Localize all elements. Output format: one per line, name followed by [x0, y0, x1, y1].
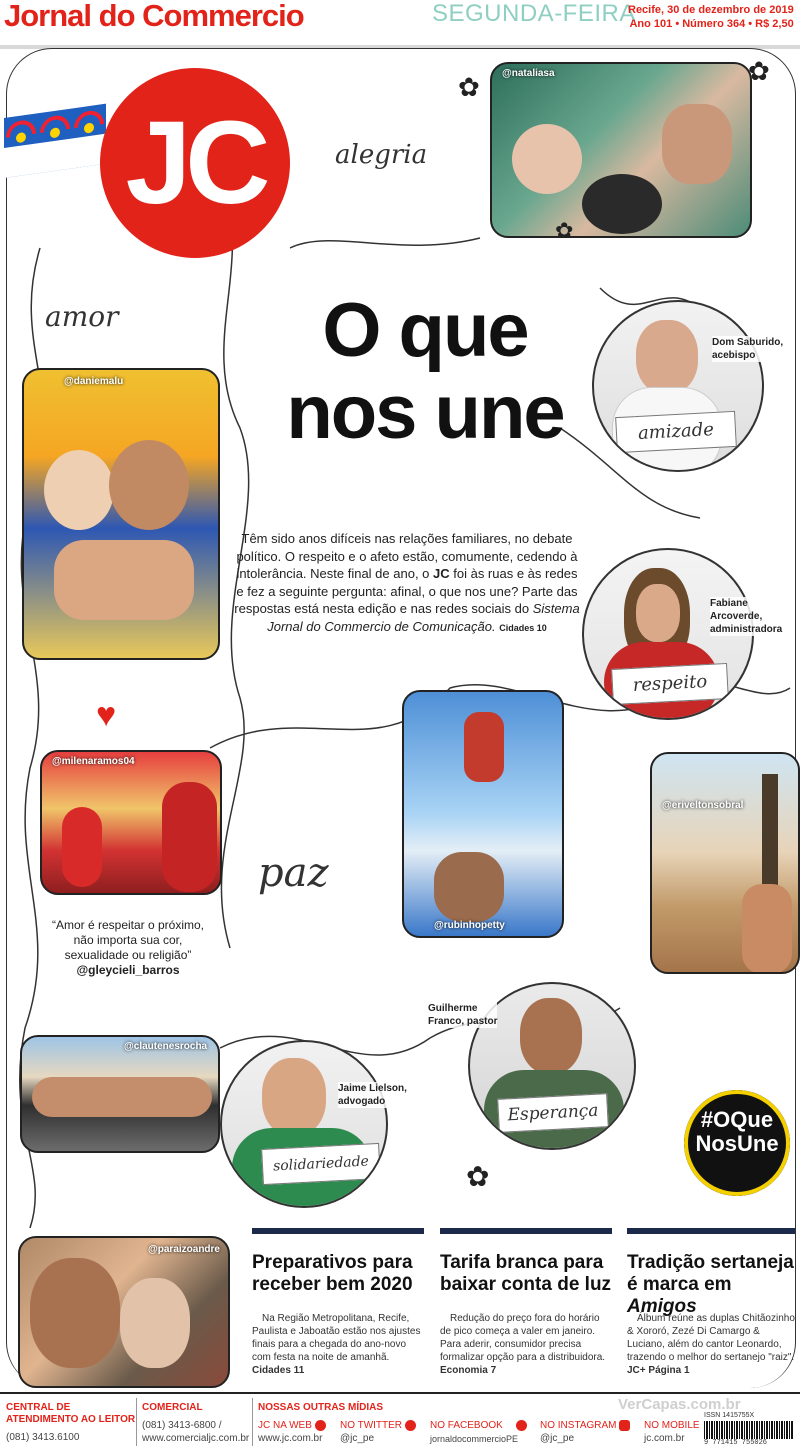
footer-twitter-value[interactable]: @jc_pe: [340, 1433, 375, 1444]
caption-line: Arcoverde,: [710, 611, 763, 622]
weekday: SEGUNDA-FEIRA: [432, 0, 636, 27]
sign-respeito: respeito: [611, 663, 729, 705]
story-3-body: [627, 1312, 797, 1377]
main-headline: [240, 290, 610, 454]
sign-esperanca: Esperança: [497, 1093, 609, 1133]
photo-eriveltonsobral: [650, 752, 800, 974]
instagram-label-text: NO INSTAGRAM: [540, 1420, 617, 1432]
headline-line1: O que: [322, 288, 528, 373]
footer-mobile-label: NO MOBILE: [644, 1420, 700, 1431]
twitter-label-text: NO TWITTER: [340, 1420, 403, 1432]
caption-jaime: [338, 1082, 407, 1108]
edition-info: [628, 3, 794, 31]
headline-line2: nos une: [286, 370, 564, 455]
footer-facebook-value[interactable]: jornaldocommercioPE: [430, 1434, 519, 1444]
edition-number: Ano 101 • Número 364 • R$ 2,50: [629, 18, 794, 30]
story-2-title[interactable]: Tarifa branca para baixar conta de luz: [440, 1252, 612, 1295]
lead-italic: Sistema Jornal do Commercio de Comunicação.: [267, 601, 580, 634]
story-1-text: Na Região Metropolitana, Recife, Paulista e Jaboatão estão nos ajustes finais para a chegada do ano-novo com festa na noite de amanhã.: [252, 1313, 421, 1363]
handle-milenaramos: @milenaramos04: [52, 756, 135, 767]
photo-nataliasa: [490, 62, 752, 238]
quote-author: @gleycieli_barros: [76, 963, 180, 977]
story-rule: [440, 1228, 612, 1234]
heart-icon: ♥: [96, 696, 117, 734]
handle-rubinhopetty: @rubinhopetty: [434, 920, 505, 931]
caption-line: administradora: [710, 624, 783, 635]
story-3-title-italic: Amigos: [627, 1296, 697, 1317]
handle-claudenesrocha: @clautenesrocha: [124, 1041, 208, 1052]
handle-nataliasa: @nataliasa: [502, 68, 555, 79]
photo-milenaramos: [40, 750, 222, 895]
footer-instagram-label: [540, 1420, 630, 1432]
portrait-jaime: [220, 1040, 388, 1208]
portrait-dom-saburido: [592, 300, 764, 472]
footer-central-label: CENTRAL DE ATENDIMENTO AO LEITOR: [6, 1402, 136, 1425]
sign-solidariedade: solidariedade: [261, 1143, 381, 1185]
footer: [0, 1392, 800, 1450]
story-2-tag: Economia 7: [440, 1365, 497, 1376]
word-amor: amor: [45, 300, 119, 333]
story-3-text: Álbum reúne as duplas Chitãozinho & Xororó, Zezé Di Camargo & Luciano, além do cantor Leonardo, trazendo o melhor do sertanejo "raiz".: [627, 1313, 795, 1363]
handle-daniemalu: @daniemalu: [64, 376, 124, 387]
photo-claudenesrocha: [20, 1035, 220, 1153]
caption-line: Guilherme: [428, 1003, 478, 1014]
instagram-icon: [619, 1420, 630, 1431]
issn: ISSN 1415755X: [704, 1412, 755, 1419]
footer-comercial-site[interactable]: www.comercialjc.com.br: [142, 1433, 250, 1444]
web-icon: [315, 1420, 326, 1431]
hashtag-text: #OQueNosUne: [695, 1107, 779, 1156]
web-label-text: JC NA WEB: [258, 1420, 312, 1432]
footer-comercial-label: COMERCIAL: [142, 1402, 203, 1413]
footer-divider: [136, 1398, 137, 1446]
watermark: VerCapas.com.br: [618, 1396, 741, 1413]
flower-icon: ✿: [748, 56, 770, 86]
barcode: [704, 1421, 794, 1439]
facebook-label-text: NO FACEBOOK: [430, 1420, 503, 1432]
footer-web-label: [258, 1420, 326, 1432]
flower-icon: ✿: [466, 1161, 490, 1192]
pernambuco-flags: [4, 100, 114, 190]
caption-line: Jaime Lielson,: [338, 1083, 407, 1094]
footer-web-value[interactable]: www.jc.com.br: [258, 1433, 323, 1444]
footer-twitter-label: [340, 1420, 416, 1432]
flower-icon: ✿: [458, 72, 480, 102]
footer-instagram-value[interactable]: @jc_pe: [540, 1433, 575, 1444]
story-1-title[interactable]: Preparativos para receber bem 2020: [252, 1252, 413, 1295]
caption-line: Dom Saburido,: [712, 337, 784, 348]
caption-line: Franco, pastor: [428, 1016, 498, 1027]
story-3-tag: JC+ Página 1: [627, 1365, 690, 1376]
jc-logo: JC: [100, 68, 290, 258]
sign-amizade: amizade: [615, 411, 737, 453]
photo-daniemalu: [22, 368, 220, 660]
caption-guilherme: [428, 1002, 497, 1028]
lead-paragraph: [232, 530, 582, 637]
story-1-tag: Cidades 11: [252, 1365, 305, 1376]
story-3-title[interactable]: [627, 1252, 799, 1318]
footer-facebook-label: [430, 1420, 530, 1432]
word-alegria: alegria: [335, 140, 428, 170]
handle-paraizoandre: @paraizoandre: [148, 1244, 220, 1255]
twitter-icon: [405, 1420, 416, 1431]
lead-jc: JC: [433, 566, 450, 581]
story-2-body: [440, 1312, 612, 1377]
footer-central-phone[interactable]: (081) 3413.6100: [6, 1432, 80, 1443]
quote-text: “Amor é respeitar o próximo, não importa sua cor, sexualidade ou religião”: [51, 918, 205, 962]
newspaper-title: Jornal do Commercio: [4, 0, 304, 33]
footer-midias-label: NOSSAS OUTRAS MÍDIAS: [258, 1402, 384, 1413]
word-paz: paz: [258, 850, 329, 896]
caption-line: advogado: [338, 1096, 386, 1107]
photo-rubinhopetty: [402, 690, 564, 938]
story-rule: [252, 1228, 424, 1234]
photo-paraizoandre: [18, 1236, 230, 1388]
reader-quote: [48, 918, 208, 978]
caption-dom-saburido: [712, 336, 783, 362]
footer-mobile-value[interactable]: jc.com.br: [644, 1433, 685, 1444]
footer-comercial-phone[interactable]: (081) 3413-6800 /: [142, 1420, 222, 1431]
caption-line: acebispo: [712, 350, 756, 361]
lead-text-2: foi às ruas e às redes e fez a seguinte pergunta: afinal, o que nos une? Parte das respostas está nesta edição e nas redes sociais do: [234, 566, 578, 616]
footer-divider: [252, 1398, 253, 1446]
lead-tag: Cidades 10: [499, 622, 547, 633]
hashtag-badge: [684, 1090, 790, 1196]
edition-date: Recife, 30 de dezembro de 2019: [628, 4, 794, 16]
flower-icon: ✿: [555, 218, 574, 243]
caption-line: Fabiane: [710, 598, 748, 609]
caption-fabiane: [710, 597, 782, 636]
story-2-text: Redução do preço fora do horário de pico começa a valer em janeiro. Para aderir, consumidor precisa formalizar opção para a distribuidora.: [440, 1313, 606, 1363]
story-rule: [627, 1228, 795, 1234]
handle-eriveltonsobral: @eriveltonsobral: [662, 800, 744, 811]
story-1-body: [252, 1312, 424, 1377]
lead-text-1: Têm sido anos difíceis nas relações familiares, no debate político. O respeito e o afeto estão, comumente, cedendo à intolerância. Neste final de ano, o: [236, 531, 578, 581]
facebook-icon: [516, 1420, 527, 1431]
barcode-number: 9 771415 755026: [704, 1439, 768, 1447]
story-3-title-text: Tradição sertaneja é marca em: [627, 1252, 794, 1295]
